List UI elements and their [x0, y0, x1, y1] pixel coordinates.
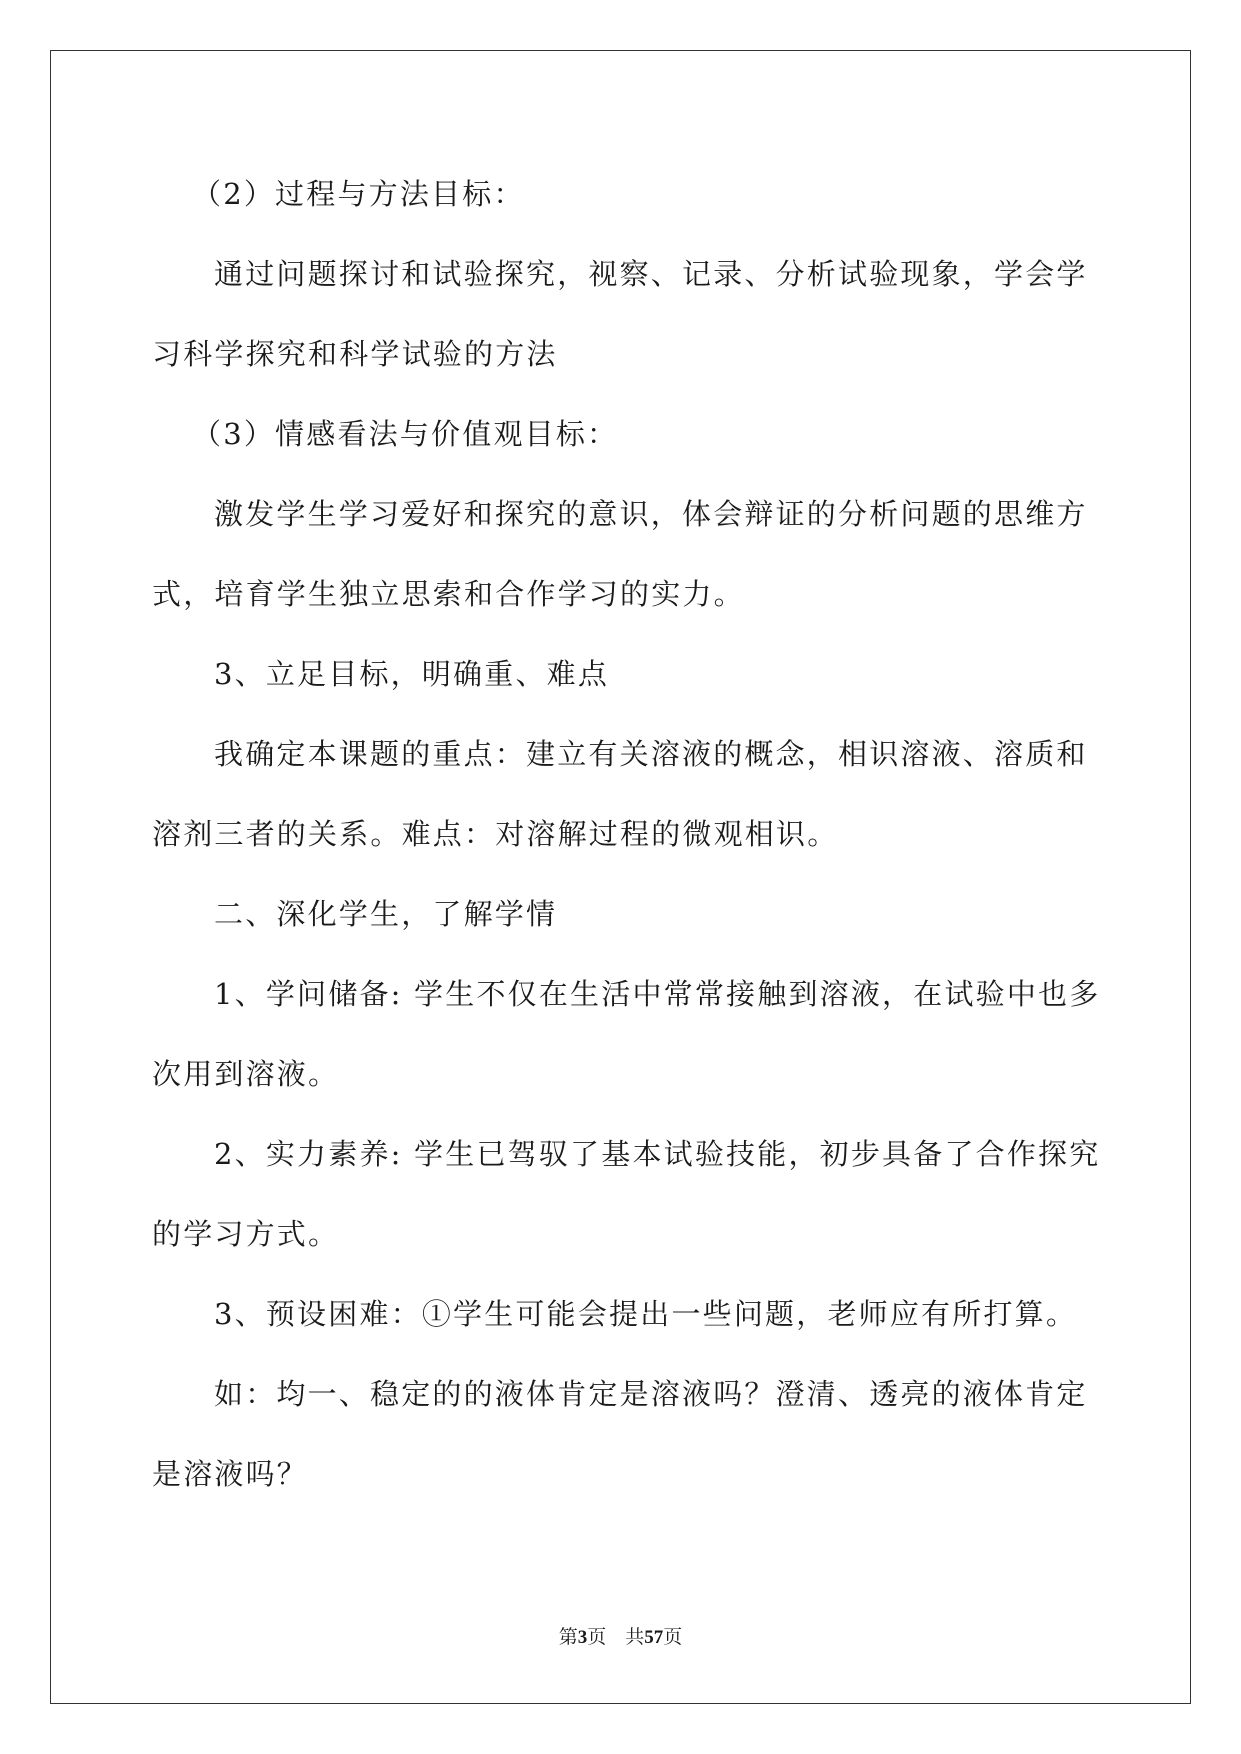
paragraph-line: 我确定本课题的重点：建立有关溶液的概念，相识溶液、溶质和 [214, 737, 1088, 771]
paragraph-line: 3、预设困难：①学生可能会提出一些问题，老师应有所打算。 [214, 1297, 1078, 1331]
paragraph-line: 次用到溶液。 [152, 1057, 340, 1091]
footer-suffix: 页 [663, 1627, 683, 1648]
paragraph-line: 的学习方式。 [152, 1217, 340, 1251]
total-page-count: 57 [644, 1627, 664, 1648]
heading-emotion-goal: （3）情感看法与价值观目标： [192, 417, 619, 451]
paragraph-line: 激发学生学习爱好和探究的意识，体会辩证的分析问题的思维方 [214, 497, 1088, 531]
footer-prefix: 第 [558, 1627, 578, 1648]
page-footer [0, 1626, 1241, 1650]
paragraph-line: 是溶液吗？ [152, 1457, 309, 1491]
paragraph-line: 1、学问储备: 学生不仅在生活中常常接触到溶液，在试验中也多 [214, 977, 1101, 1011]
heading-key-points: 3、立足目标，明确重、难点 [214, 657, 610, 691]
paragraph-line: 习科学探究和科学试验的方法 [152, 337, 558, 371]
paragraph-line: 如：均一、稳定的的液体肯定是溶液吗？澄清、透亮的液体肯定 [214, 1377, 1088, 1411]
current-page-number: 3 [577, 1627, 588, 1648]
footer-mid: 页 共 [587, 1627, 645, 1648]
heading-process-method-goal: （2）过程与方法目标： [192, 177, 525, 211]
paragraph-line: 通过问题探讨和试验探究，视察、记录、分析试验现象，学会学 [214, 257, 1088, 291]
paragraph-line: 2、实力素养: 学生已驾驭了基本试验技能，初步具备了合作探究 [214, 1137, 1101, 1171]
paragraph-line: 式，培育学生独立思索和合作学习的实力。 [152, 577, 745, 611]
heading-student-analysis: 二、深化学生，了解学情 [214, 897, 558, 931]
paragraph-line: 溶剂三者的关系。难点：对溶解过程的微观相识。 [152, 817, 839, 851]
